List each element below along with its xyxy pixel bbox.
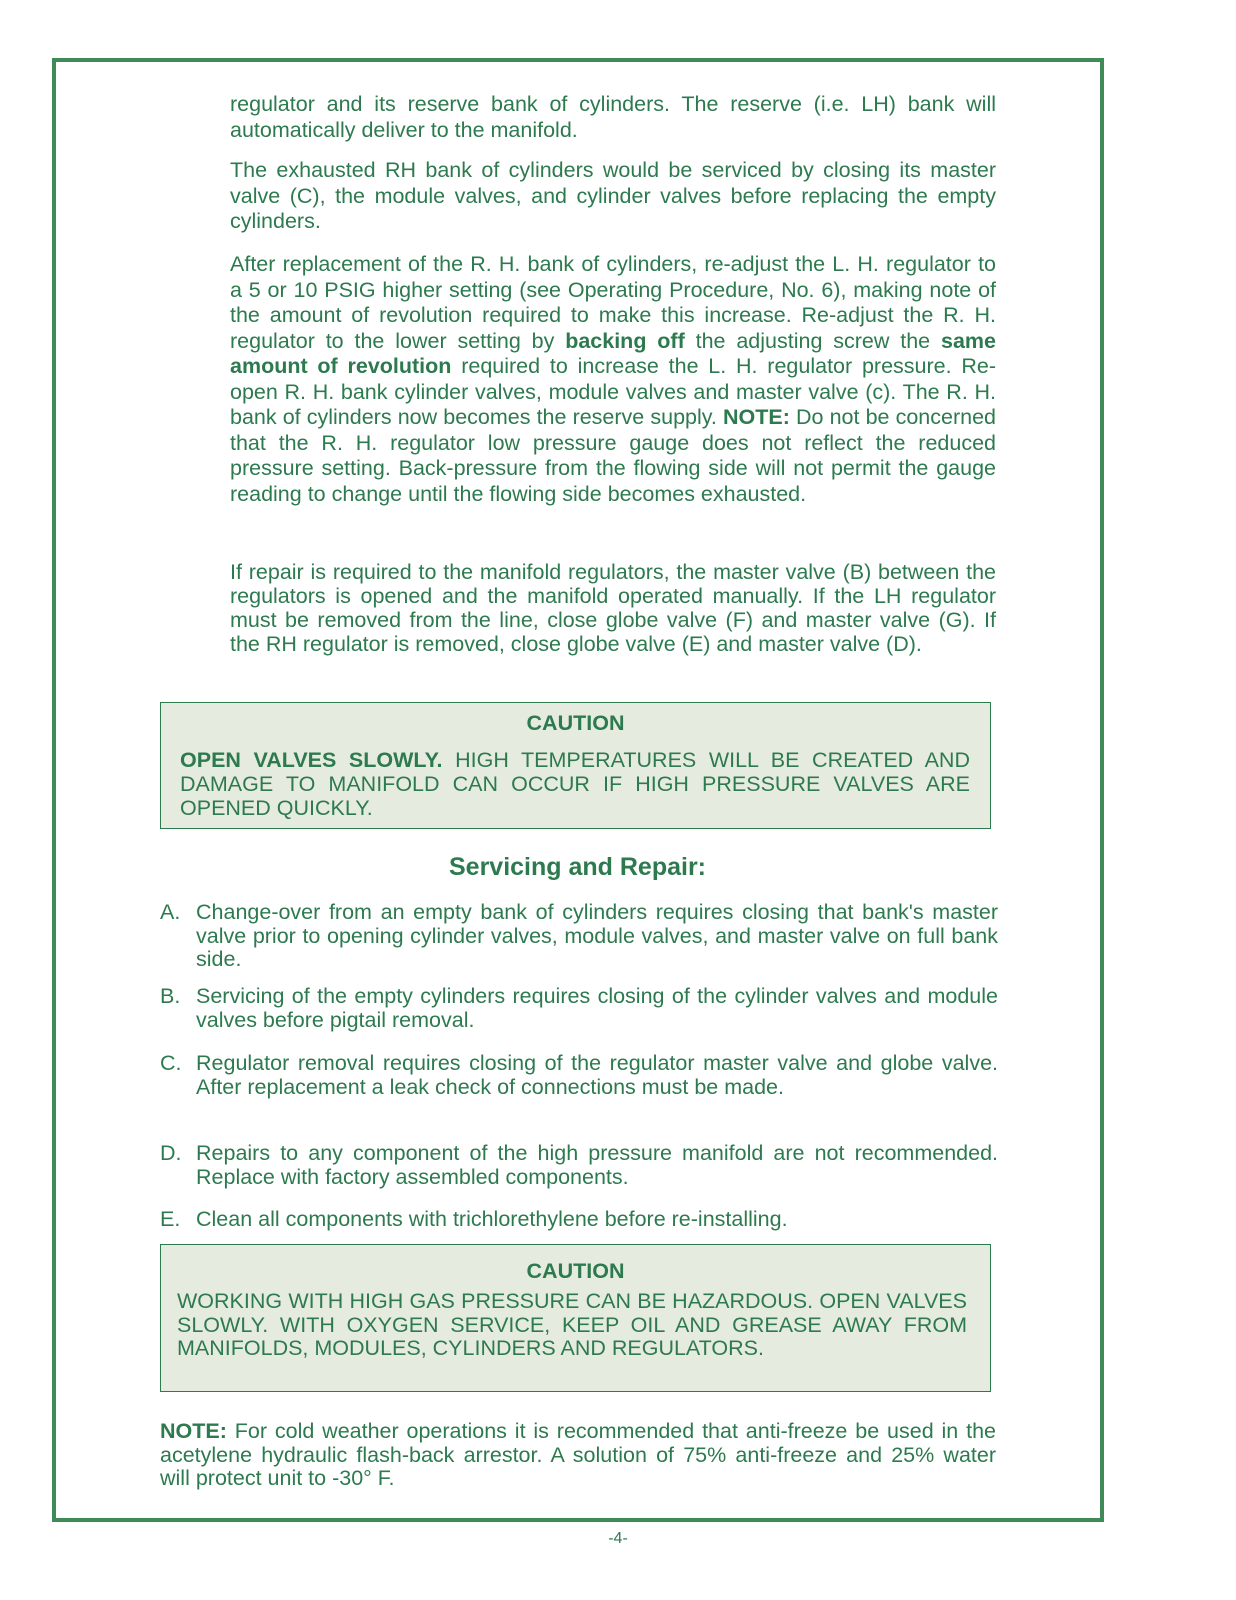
caution-text: WORKING WITH HIGH GAS PRESSURE CAN BE HAZARDOUS. OPEN VALVES SLOWLY. WITH OXYGEN SERVICE, KEEP OIL AND GREASE AWAY FROM MANIFOLDS, MODULES, CYLINDERS AND REGULATORS. bbox=[177, 1289, 967, 1360]
paragraph-readjust-regulator bbox=[230, 252, 996, 507]
list-text: Servicing of the empty cylinders requires closing of the cylinder valves and module valves before pigtail removal. bbox=[196, 984, 998, 1032]
paragraph-reserve-bank: regulator and its reserve bank of cylinders. The reserve (i.e. LH) bank will automatically deliver to the manifold. bbox=[230, 92, 996, 142]
list-text: Clean all components with trichlorethylene before re-installing. bbox=[196, 1207, 788, 1231]
bold-note-label: NOTE: bbox=[723, 405, 790, 429]
section-heading: Servicing and Repair: bbox=[448, 853, 707, 881]
bold-same-amount: same amount of revolution bbox=[230, 328, 996, 378]
paragraph-text: required to increase the L. H. regulator pressure. Re-open R. H. bank cylinder valves, module valves and master valve (c). The R. H. bank of cylinders now becomes the reserve supply. bbox=[230, 354, 997, 429]
caution-box-open-valves bbox=[160, 702, 991, 829]
caution-title: CAUTION bbox=[526, 711, 625, 735]
paragraph-exhausted-bank: The exhausted RH bank of cylinders would be serviced by closing its master valve (C), the module valves, and cylinder valves before replacing the empty cylinders. bbox=[230, 158, 996, 233]
paragraph-text: Do not be concerned that the R. H. regulator low pressure gauge does not reflect the reduced pressure setting. Back-pressure from the flowing side will not permit the gauge reading to change until the flowing side becomes exhausted. bbox=[230, 405, 996, 506]
caution-body: HIGH TEMPERATURES WILL BE CREATED AND DAMAGE TO MANIFOLD CAN OCCUR IF HIGH PRESSURE VALVES ARE OPENED QUICKLY. bbox=[180, 748, 970, 820]
bold-backing-off: backing off bbox=[565, 328, 685, 353]
cold-weather-note bbox=[160, 1420, 996, 1491]
list-text: Change-over from an empty bank of cylinders requires closing that bank's master valve prior to opening cylinder valves, module valves, and master valve on full bank side. bbox=[196, 900, 998, 971]
list-text: Repairs to any component of the high pressure manifold are not recommended. Replace with factory assembled components. bbox=[196, 1141, 998, 1189]
list-letter: B. bbox=[160, 984, 181, 1008]
paragraph-text: the adjusting screw the bbox=[684, 328, 941, 353]
list-letter: C. bbox=[160, 1051, 182, 1075]
list-text: Regulator removal requires closing of the regulator master valve and globe valve. After replacement a leak check of connections must be made. bbox=[196, 1051, 998, 1099]
list-letter: D. bbox=[160, 1141, 182, 1165]
caution-box-high-pressure bbox=[160, 1244, 991, 1392]
paragraph-repair-regulators: If repair is required to the manifold regulators, the master valve (B) between the regulators is opened and the manifold operated manually. If the LH regulator must be removed from the line, close globe valve (F) and master valve (G). If the RH regulator is removed, close globe valve (E) and master valve (D). bbox=[230, 560, 996, 656]
caution-title: CAUTION bbox=[526, 1259, 625, 1283]
note-label: NOTE: bbox=[160, 1419, 227, 1443]
list-letter: A. bbox=[160, 900, 181, 924]
page-number: -4- bbox=[608, 1530, 628, 1547]
paragraph-text: After replacement of the R. H. bank of cylinders, re-adjust the L. H. regulator to a 5 or 10 PSIG higher setting (see Operating Procedure, No. 6), making note of the amount of revolution required to make this increase. Re-adjust the R. H. regulator to the lower setting by bbox=[230, 252, 996, 353]
note-text: For cold weather operations it is recommended that anti-freeze be used in the acetylene hydraulic flash-back arrestor. A solution of 75% anti-freeze and 25% water will protect unit to -30° F. bbox=[160, 1419, 996, 1490]
caution-lead: OPEN VALVES SLOWLY. bbox=[180, 748, 443, 772]
list-letter: E. bbox=[160, 1207, 181, 1231]
caution-text bbox=[180, 748, 970, 820]
